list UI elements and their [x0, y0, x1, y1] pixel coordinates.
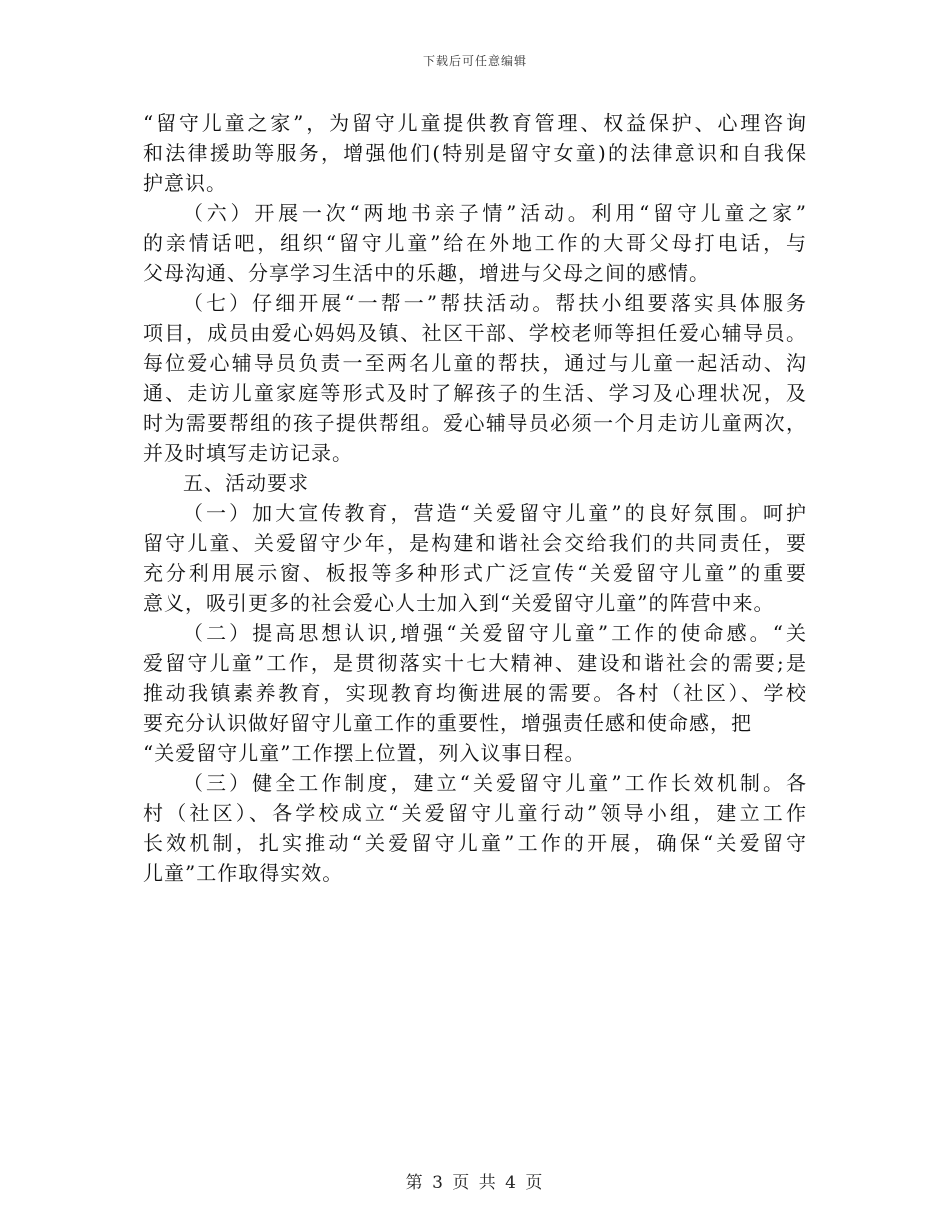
- body-line: 的亲情话吧，组织“留守儿童”给在外地工作的大哥父母打电话，与: [143, 231, 807, 255]
- document-body: [143, 108, 807, 888]
- body-line: 爱留守儿童”工作，是贯彻落实十七大精神、建设和谐社会的需要;是: [143, 651, 807, 675]
- body-line: 并及时填写走访记录。: [143, 441, 353, 465]
- body-line: 通、走访儿童家庭等形式及时了解孩子的生活、学习及心理状况，及: [143, 381, 807, 405]
- body-line: 时为需要帮组的孩子提供帮组。爱心辅导员必须一个月走访儿童两次，: [143, 411, 807, 435]
- body-line: 长效机制，扎实推动“关爱留守儿童”工作的开展，确保“关爱留守: [143, 831, 807, 855]
- paragraph-heading-line: （一）加大宣传教育，营造“关爱留守儿童”的良好氛围。呵护: [183, 501, 807, 525]
- body-line: 村（社区）、各学校成立“关爱留守儿童行动”领导小组，建立工作: [143, 801, 807, 825]
- body-line: 父母沟通、分享学习生活中的乐趣，增进与父母之间的感情。: [143, 261, 710, 285]
- body-line: 充分利用展示窗、板报等多种形式广泛宣传“关爱留守儿童”的重要: [143, 561, 807, 585]
- body-line: 每位爱心辅导员负责一至两名儿童的帮扶，通过与儿童一起活动、沟: [143, 351, 807, 375]
- body-line: “留守儿童之家”，为留守儿童提供教育管理、权益保护、心理咨询: [143, 111, 807, 135]
- body-line: 和法律援助等服务，增强他们(特别是留守女童)的法律意识和自我保: [143, 141, 807, 165]
- body-line: 项目，成员由爱心妈妈及镇、社区干部、学校老师等担任爱心辅导员。: [143, 321, 807, 345]
- body-line: 儿童”工作取得实效。: [143, 861, 344, 885]
- page-number-footer: 第 3 页 共 4 页: [405, 1173, 545, 1193]
- body-line: “关爱留守儿童”工作摆上位置，列入议事日程。: [143, 741, 586, 765]
- body-line: 护意识。: [143, 171, 227, 195]
- body-line: 要充分认识做好留守儿童工作的重要性，增强责任感和使命感，把: [143, 711, 752, 735]
- section-heading: 五、活动要求: [183, 471, 309, 495]
- paragraph-heading-line: （二）提高思想认识,增强“关爱留守儿童”工作的使命感。“关: [183, 621, 807, 645]
- paragraph-heading-line: （七）仔细开展“一帮一”帮扶活动。帮扶小组要落实具体服务: [183, 291, 807, 315]
- paragraph-heading-line: （三）健全工作制度，建立“关爱留守儿童”工作长效机制。各: [183, 771, 807, 795]
- body-line: 留守儿童、关爱留守少年，是构建和谐社会交给我们的共同责任，要: [143, 531, 807, 555]
- body-line: 意义，吸引更多的社会爱心人士加入到“关爱留守儿童”的阵营中来。: [143, 591, 775, 615]
- body-line: 推动我镇素养教育，实现教育均衡进展的需要。各村（社区）、学校: [143, 681, 807, 705]
- page-header: 下载后可任意编辑: [422, 54, 527, 68]
- paragraph-heading-line: （六）开展一次“两地书亲子情”活动。利用“留守儿童之家”: [183, 201, 807, 225]
